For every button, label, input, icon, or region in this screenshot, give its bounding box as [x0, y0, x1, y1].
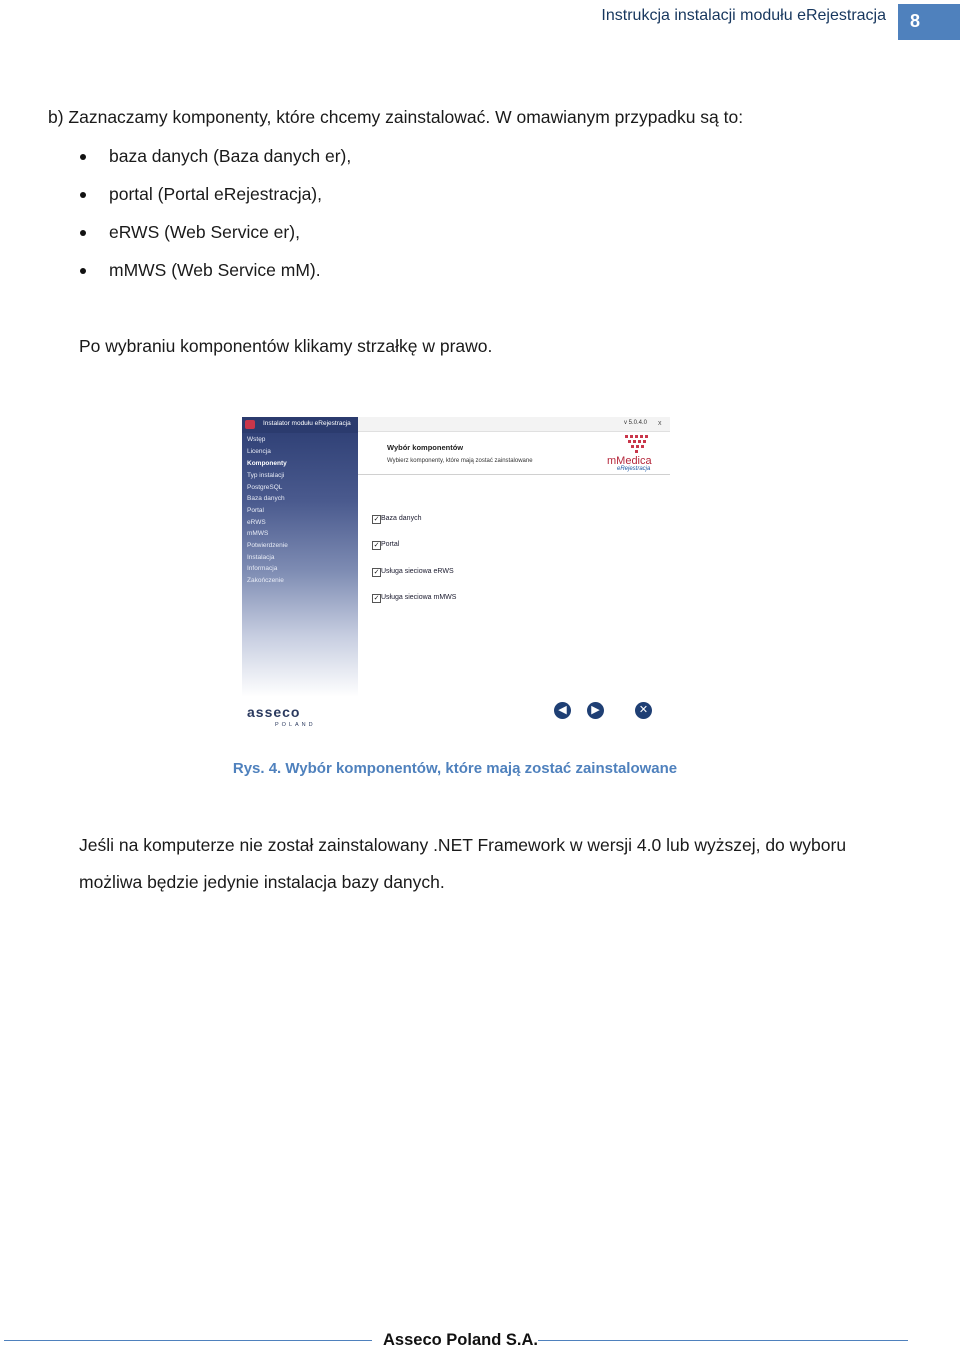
intro-paragraph: b) Zaznaczamy komponenty, które chcemy zainstalować. W omawianym przypadku są to: [48, 107, 744, 127]
sidebar-item-postgresql[interactable]: PostgreSQL [247, 484, 283, 491]
asseco-logo: asseco [247, 704, 301, 720]
baza-danych-label: Baza danych [381, 515, 422, 522]
mmedica-logo: mMedica [607, 455, 652, 467]
sidebar-item-instalacja[interactable]: Instalacja [247, 554, 275, 561]
portal-label: Portal [381, 541, 400, 548]
erejestracja-logo-subtitle: eRejestracja [617, 466, 651, 472]
note-paragraph-line-1: Jeśli na komputerze nie został zainstalowany .NET Framework w wersji 4.0 lub wyższej, do wyboru [79, 835, 847, 855]
list-item: portal (Portal eRejestracja), [109, 184, 322, 204]
panel-title: Wybór komponentów [387, 443, 464, 452]
bullet-icon [80, 154, 86, 160]
note-paragraph-line-2: możliwa będzie jedynie instalacja bazy danych. [79, 872, 445, 892]
footer-company: Asseco Poland S.A. [383, 1331, 538, 1349]
panel-subtitle: Wybierz komponenty, które mają zostać zainstalowane [387, 458, 533, 464]
erws-checkbox[interactable]: ✓ [373, 569, 380, 576]
close-icon[interactable]: ✕ [635, 702, 652, 719]
sidebar-item-licencja[interactable]: Licencja [247, 448, 271, 455]
erws-label: Usługa sieciowa eRWS [381, 568, 454, 575]
sidebar-item-baza-danych[interactable]: Baza danych [247, 495, 285, 502]
sidebar-item-mmws[interactable]: mMWS [247, 530, 269, 537]
mmws-label: Usługa sieciowa mMWS [381, 594, 457, 601]
instruction-paragraph: Po wybraniu komponentów klikamy strzałkę w prawo. [79, 336, 493, 356]
figure-caption: Rys. 4. Wybór komponentów, które mają zostać zainstalowane [232, 760, 678, 777]
app-icon [245, 420, 255, 429]
close-window-icon[interactable]: x [658, 420, 662, 427]
installer-screenshot [242, 417, 670, 735]
sidebar-item-potwierdzenie[interactable]: Potwierdzenie [247, 542, 288, 549]
installer-title-bar [242, 417, 358, 433]
version-label: v 5.0.4.0 [624, 420, 648, 426]
mmws-checkbox[interactable]: ✓ [373, 595, 380, 602]
sidebar-item-komponenty[interactable]: Komponenty [247, 460, 287, 467]
sidebar-item-wstep[interactable]: Wstęp [247, 436, 266, 443]
window-title: Instalator modułu eRejestracja [263, 420, 351, 427]
portal-checkbox[interactable]: ✓ [373, 542, 380, 549]
document-header-title: Instrukcja instalacji modułu eRejestracja [601, 7, 886, 24]
list-item: baza danych (Baza danych er), [109, 146, 352, 166]
list-item: mMWS (Web Service mM). [109, 260, 321, 280]
sidebar-item-informacja[interactable]: Informacja [247, 565, 278, 572]
sidebar-item-erws[interactable]: eRWS [247, 519, 266, 526]
baza-danych-checkbox[interactable]: ✓ [373, 516, 380, 523]
mmedica-dots-icon [625, 435, 649, 453]
sidebar-item-portal[interactable]: Portal [247, 507, 264, 514]
arrow-left-icon[interactable]: ◀ [554, 702, 571, 719]
page-number-badge: 8 [898, 4, 960, 40]
sidebar-item-zakonczenie[interactable]: Zakończenie [247, 577, 284, 584]
arrow-right-icon[interactable]: ▶ [587, 702, 604, 719]
bullet-icon [80, 192, 86, 198]
footer-divider-right [538, 1340, 908, 1341]
sidebar-item-typ-instalacji[interactable]: Typ instalacji [247, 472, 285, 479]
list-item: eRWS (Web Service er), [109, 222, 300, 242]
footer-divider-left [4, 1340, 372, 1341]
asseco-logo-subtitle: POLAND [275, 722, 316, 728]
bullet-icon [80, 268, 86, 274]
bullet-icon [80, 230, 86, 236]
